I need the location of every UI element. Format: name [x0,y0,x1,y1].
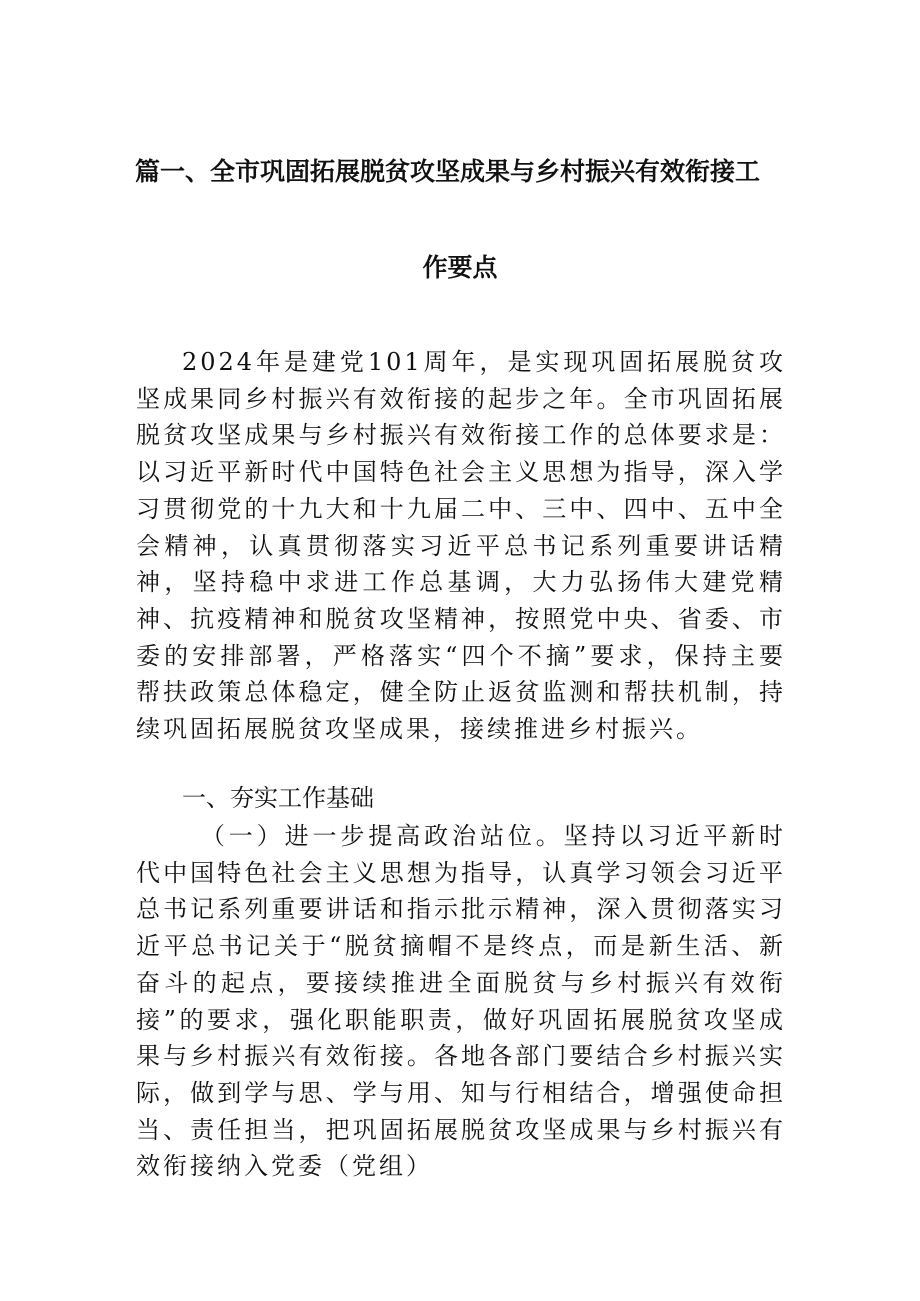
intro-paragraph-text: 2024年是建党101周年，是实现巩固拓展脱贫攻坚成果同乡村振兴有效衔接的起步之年。全市巩固拓展脱贫攻坚成果与乡村振兴有效衔接工作的总体要求是：以习近平新时代中国特色社会主义思想为指导，深入学习贯彻党的十九大和十九届二中、三中、四中、五中全会精神，认真贯彻落实习近平总书记系列重要讲话精神，坚持稳中求进工作总基调，大力弘扬伟大建党精神、抗疫精神和脱贫攻坚精神，按照党中央、省委、市委的安排部署，严格落实“四个不摘”要求，保持主要帮扶政策总体稳定，健全防止返贫监测和帮扶机制，持续巩固拓展脱贫攻坚成果，接续推进乡村振兴。 [136,348,786,744]
intro-paragraph [136,344,786,748]
document-title-line-1: 篇一、全市巩固拓展脱贫攻坚成果与乡村振兴有效衔接工 [135,157,761,186]
section-heading: 一、夯实工作基础 [182,784,374,812]
section-paragraph-text: （一）进一步提高政治站位。坚持以习近平新时代中国特色社会主义思想为指导，认真学习领会习近平总书记系列重要讲话和指示批示精神，深入贯彻落实习近平总书记关于“脱贫摘帽不是终点，而是新生活、新奋斗的起点，要接续推进全面脱贫与乡村振兴有效衔接”的要求，强化职能职责，做好巩固拓展脱贫攻坚成果与乡村振兴有效衔接。各地各部门要结合乡村振兴实际，做到学与思、学与用、知与行相结合，增强使命担当、责任担当，把巩固拓展脱贫攻坚成果与乡村振兴有效衔接纳入党委（党组） [136,822,786,1181]
section-paragraph [136,818,786,1185]
document-title-line-2: 作要点 [422,253,498,282]
